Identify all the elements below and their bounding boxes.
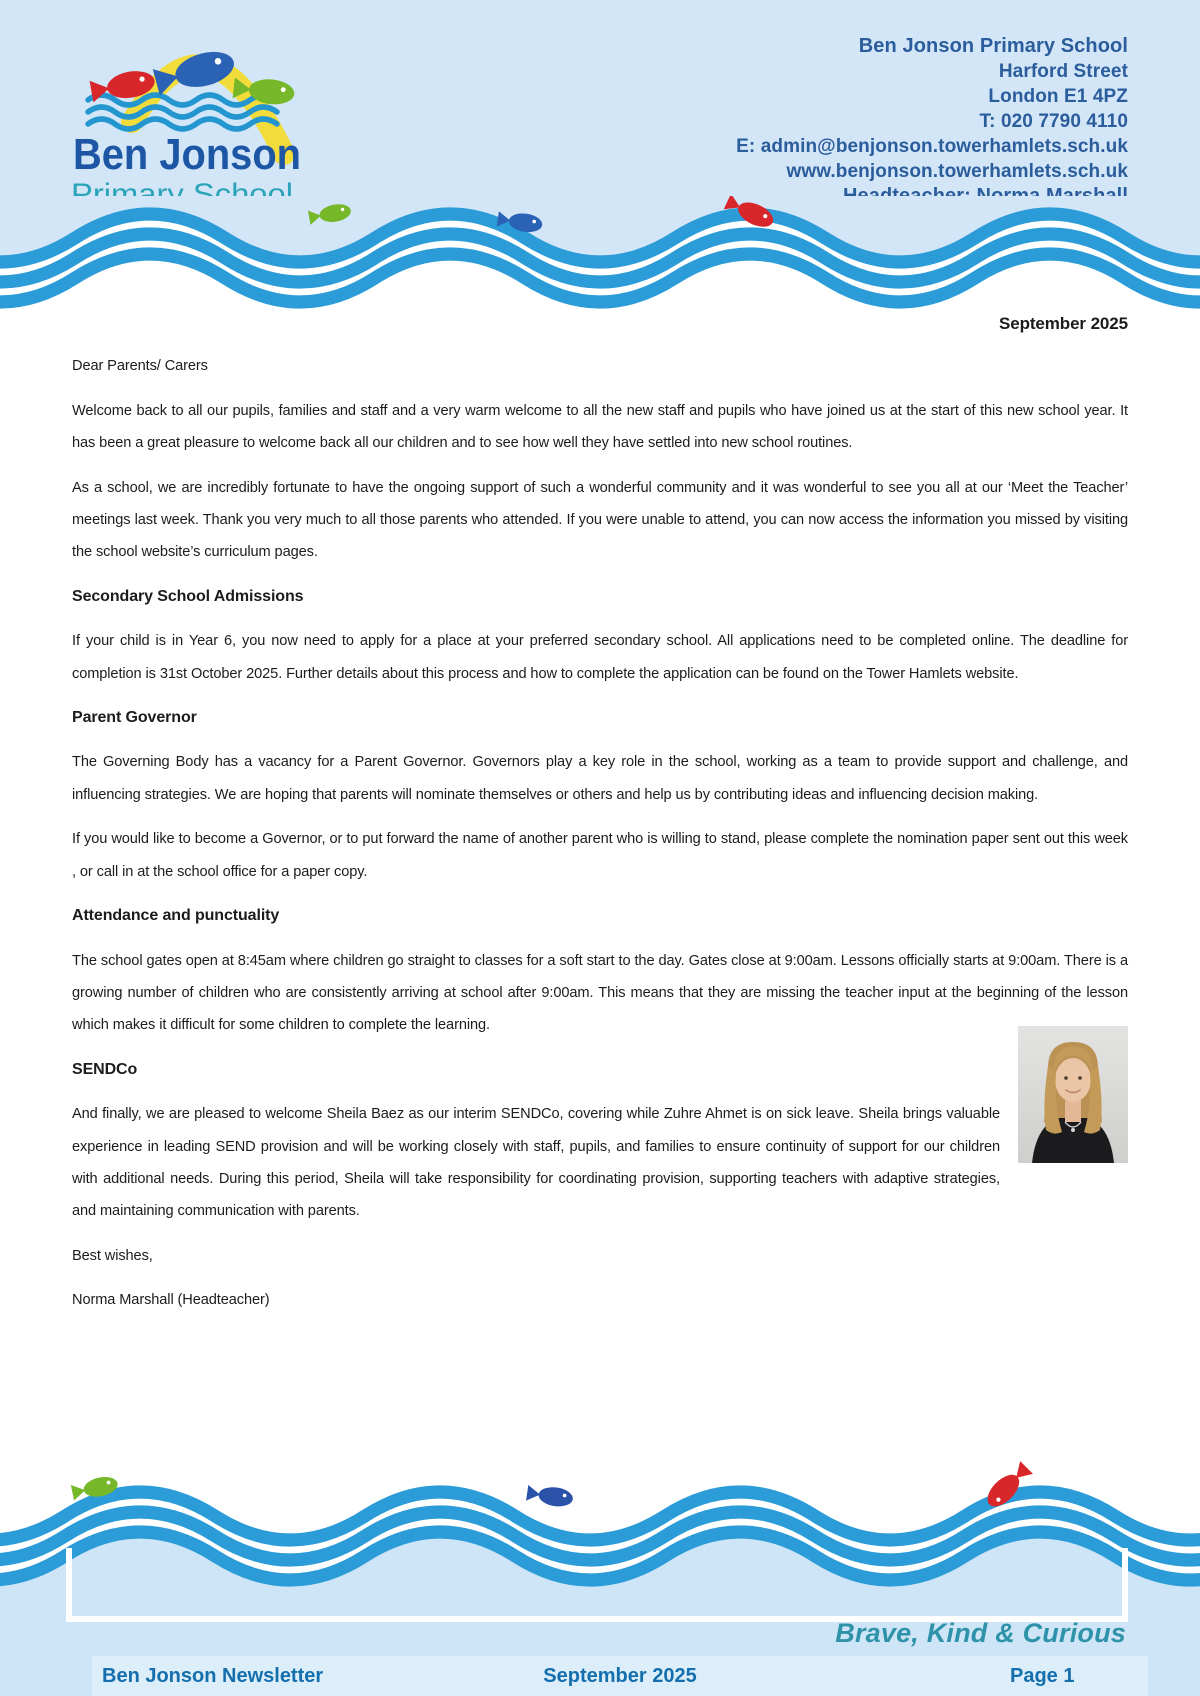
section-paragraph: The Governing Body has a vacancy for a Parent Governor. Governors play a key role in the school, working as a team to provide support and challenge, and influencing strategies. We are hoping that parents will nominate themselves or others and help us by contributing ideas and influencing decision making. bbox=[72, 754, 1128, 803]
signature-line: Norma Marshall (Headteacher) bbox=[72, 1292, 270, 1309]
salutation: Dear Parents/ Carers bbox=[72, 358, 208, 375]
letter-section bbox=[72, 900, 1128, 1042]
section-paragraph: Welcome back to all our pupils, families and staff and a very warm welcome to all the new staff and pupils who have joined us at the start of this new school year. It has been a great pleasure to welcome back all our children and to see how well they have settled into new school routines. bbox=[72, 402, 1128, 452]
contact-block bbox=[736, 34, 1128, 209]
bottom-blue-fish-icon bbox=[526, 1484, 574, 1509]
closing-line: Best wishes, bbox=[72, 1247, 153, 1264]
contact-street: Harford Street bbox=[998, 61, 1128, 82]
contact-phone: T: 020 7790 4110 bbox=[979, 111, 1128, 132]
letter-section bbox=[72, 702, 1128, 888]
school-motto: Brave, Kind & Curious bbox=[835, 1618, 1126, 1648]
section-paragraph: The school gates open at 8:45am where children go straight to classes for a soft start to the day. Gates close at 9:00am. Lessons officially starts at 9:00am. There is a growing number of children who are consistently arriving at school after 9:00am. This means that they are missing the teacher input at the beginning of the lesson which makes it difficult for some children to complete the learning. bbox=[72, 952, 1128, 1034]
section-paragraph: As a school, we are incredibly fortunate to have the ongoing support of such a wonderful community and it was wonderful to see you all at our ‘Meet the Teacher’ meetings last week. Thank you very much to all those parents who attended. If you were unable to attend, you can now access the information you missed by visiting the school website’s curriculum pages. bbox=[72, 479, 1128, 561]
bottom-wave-decoration bbox=[0, 1436, 1200, 1636]
logo-waves-icon bbox=[88, 95, 277, 129]
footer-date: September 2025 bbox=[543, 1665, 697, 1687]
section-paragraph: If your child is in Year 6, you now need to apply for a place at your preferred secondary school. All applications need to be completed online. The deadline for completion is 31st October 2025. Further details about this process and how to complete the application can be found on the Tower Hamlets website. bbox=[72, 633, 1128, 682]
top-wave-decoration bbox=[0, 196, 1200, 314]
section-heading: Secondary School Admissions bbox=[72, 587, 304, 605]
contact-email: E: admin@benjonson.towerhamlets.sch.uk bbox=[736, 136, 1128, 157]
school-logo bbox=[52, 22, 317, 212]
footer-page-number: Page 1 bbox=[1010, 1665, 1075, 1687]
footer-newsletter-title: Ben Jonson Newsletter bbox=[102, 1665, 324, 1687]
logo-title: Ben Jonson bbox=[73, 130, 301, 179]
section-heading: SENDCo bbox=[72, 1060, 138, 1078]
section-heading: Parent Governor bbox=[72, 709, 197, 727]
bottom-red-fish-icon bbox=[982, 1460, 1034, 1512]
letter-closing bbox=[72, 1240, 1128, 1317]
letter-section bbox=[72, 581, 1128, 690]
letter-section bbox=[72, 395, 1128, 569]
letter-sections bbox=[72, 395, 1128, 1228]
footer-bar bbox=[92, 1656, 1148, 1696]
contact-city: London E1 4PZ bbox=[988, 86, 1128, 107]
contact-school-name: Ben Jonson Primary School bbox=[858, 35, 1128, 57]
sendco-portrait-photo bbox=[1018, 1026, 1128, 1163]
letter-section bbox=[72, 1054, 1128, 1228]
contact-website: www.benjonson.towerhamlets.sch.uk bbox=[786, 161, 1128, 182]
letter-date: September 2025 bbox=[998, 314, 1128, 333]
section-paragraph: And finally, we are pleased to welcome Sheila Baez as our interim SENDCo, covering while Zuhre Ahmet is on sick leave. Sheila brings valuable experience in leading SEND provision and will be working closely with staff, pupils, and families to ensure continuity of support for our children with additional needs. During this period, Sheila will take responsibility for coordinating provision, supporting teachers with adaptive strategies, and maintaining communication with parents. bbox=[72, 1106, 1000, 1220]
letter-body bbox=[72, 308, 1128, 1329]
logo-subtitle: Primary School bbox=[71, 178, 293, 211]
section-paragraph: If you would like to become a Governor, or to put forward the name of another parent who is willing to stand, please complete the nomination paper sent out this week , or call in at the school office for a paper copy. bbox=[72, 831, 1128, 880]
header-band bbox=[0, 0, 1200, 211]
section-heading: Attendance and punctuality bbox=[72, 907, 280, 925]
